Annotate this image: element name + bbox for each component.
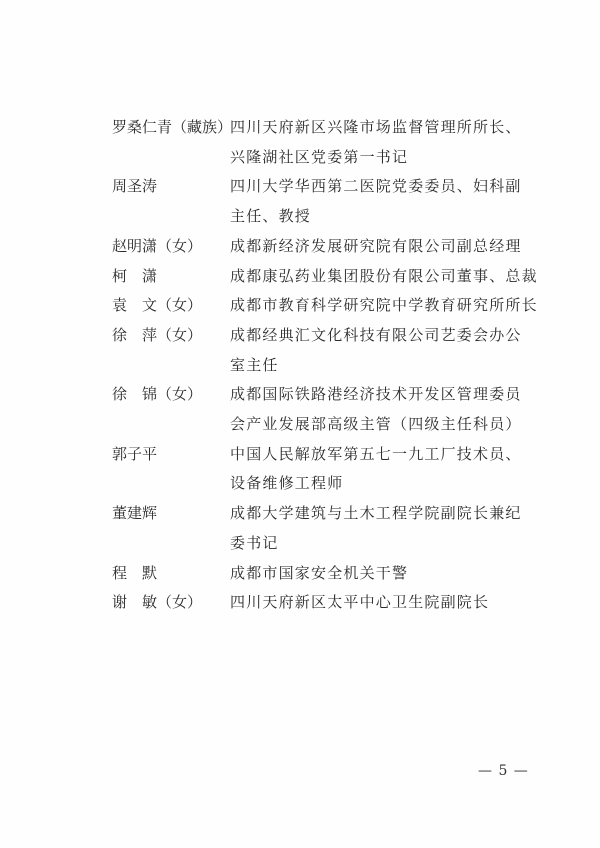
member-name: 罗桑仁青（藏族） (112, 118, 233, 136)
position-line: 成都康弘药业集团股份有限公司董事、总裁 (230, 266, 538, 285)
list-item (112, 440, 522, 499)
list-item (112, 291, 538, 321)
member-position (230, 559, 522, 589)
member-position (230, 499, 522, 558)
member-position (230, 172, 522, 231)
member-name: 谢 敏（女） (112, 593, 203, 612)
member-position (230, 440, 522, 499)
member-name: 董建辉 (112, 504, 158, 523)
list-item (112, 380, 522, 439)
member-name: 袁 文（女） (112, 296, 203, 315)
position-line: 兴隆湖社区党委第一书记 (230, 147, 409, 166)
position-line: 主任、教授 (230, 207, 312, 226)
page-number: — 5 — (478, 763, 529, 779)
list-item (112, 232, 522, 262)
list-item (112, 559, 522, 589)
member-name: 周圣涛 (112, 177, 158, 196)
member-name: 郭子平 (112, 444, 158, 463)
position-line: 成都市教育科学研究院中学教育研究所所长 (230, 296, 538, 315)
member-name: 徐 萍（女） (112, 325, 203, 344)
list-item (112, 113, 522, 172)
position-line: 委书记 (230, 533, 279, 552)
member-position (230, 232, 522, 262)
member-name: 柯 潇 (112, 266, 158, 285)
position-line: 成都国际铁路港经济技术开发区管理委员 (230, 385, 522, 404)
member-name: 赵明潇（女） (112, 236, 203, 255)
list-item (112, 262, 538, 292)
position-line: 成都经典汇文化科技有限公司艺委会办公 (230, 325, 522, 344)
position-line: 四川大学华西第二医院党委委员、妇科副 (230, 177, 522, 196)
member-position (230, 262, 538, 292)
member-name: 程 默 (112, 563, 158, 582)
position-line: 中国人民解放军第五七一九工厂技术员、 (230, 444, 522, 463)
member-position (230, 291, 538, 321)
position-line: 会产业发展部高级主管（四级主任科员） (230, 415, 522, 434)
position-line: 设备维修工程师 (230, 474, 344, 493)
position-line: 成都新经济发展研究院有限公司副总经理 (230, 236, 522, 255)
position-line: 成都大学建筑与土木工程学院副院长兼纪 (230, 504, 522, 523)
position-line: 四川天府新区兴隆市场监督管理所所长、 (230, 118, 522, 136)
position-line: 四川天府新区太平中心卫生院副院长 (230, 593, 490, 612)
list-item (112, 588, 522, 618)
list-item (112, 321, 522, 380)
member-position (230, 380, 522, 439)
member-list (112, 113, 538, 618)
member-position (230, 321, 522, 380)
list-item (112, 172, 522, 231)
position-line: 成都市国家安全机关干警 (230, 563, 409, 582)
position-line: 室主任 (230, 355, 279, 374)
member-position (230, 588, 522, 618)
member-name: 徐 锦（女） (112, 385, 203, 404)
member-position (230, 113, 522, 172)
list-item (112, 499, 522, 558)
